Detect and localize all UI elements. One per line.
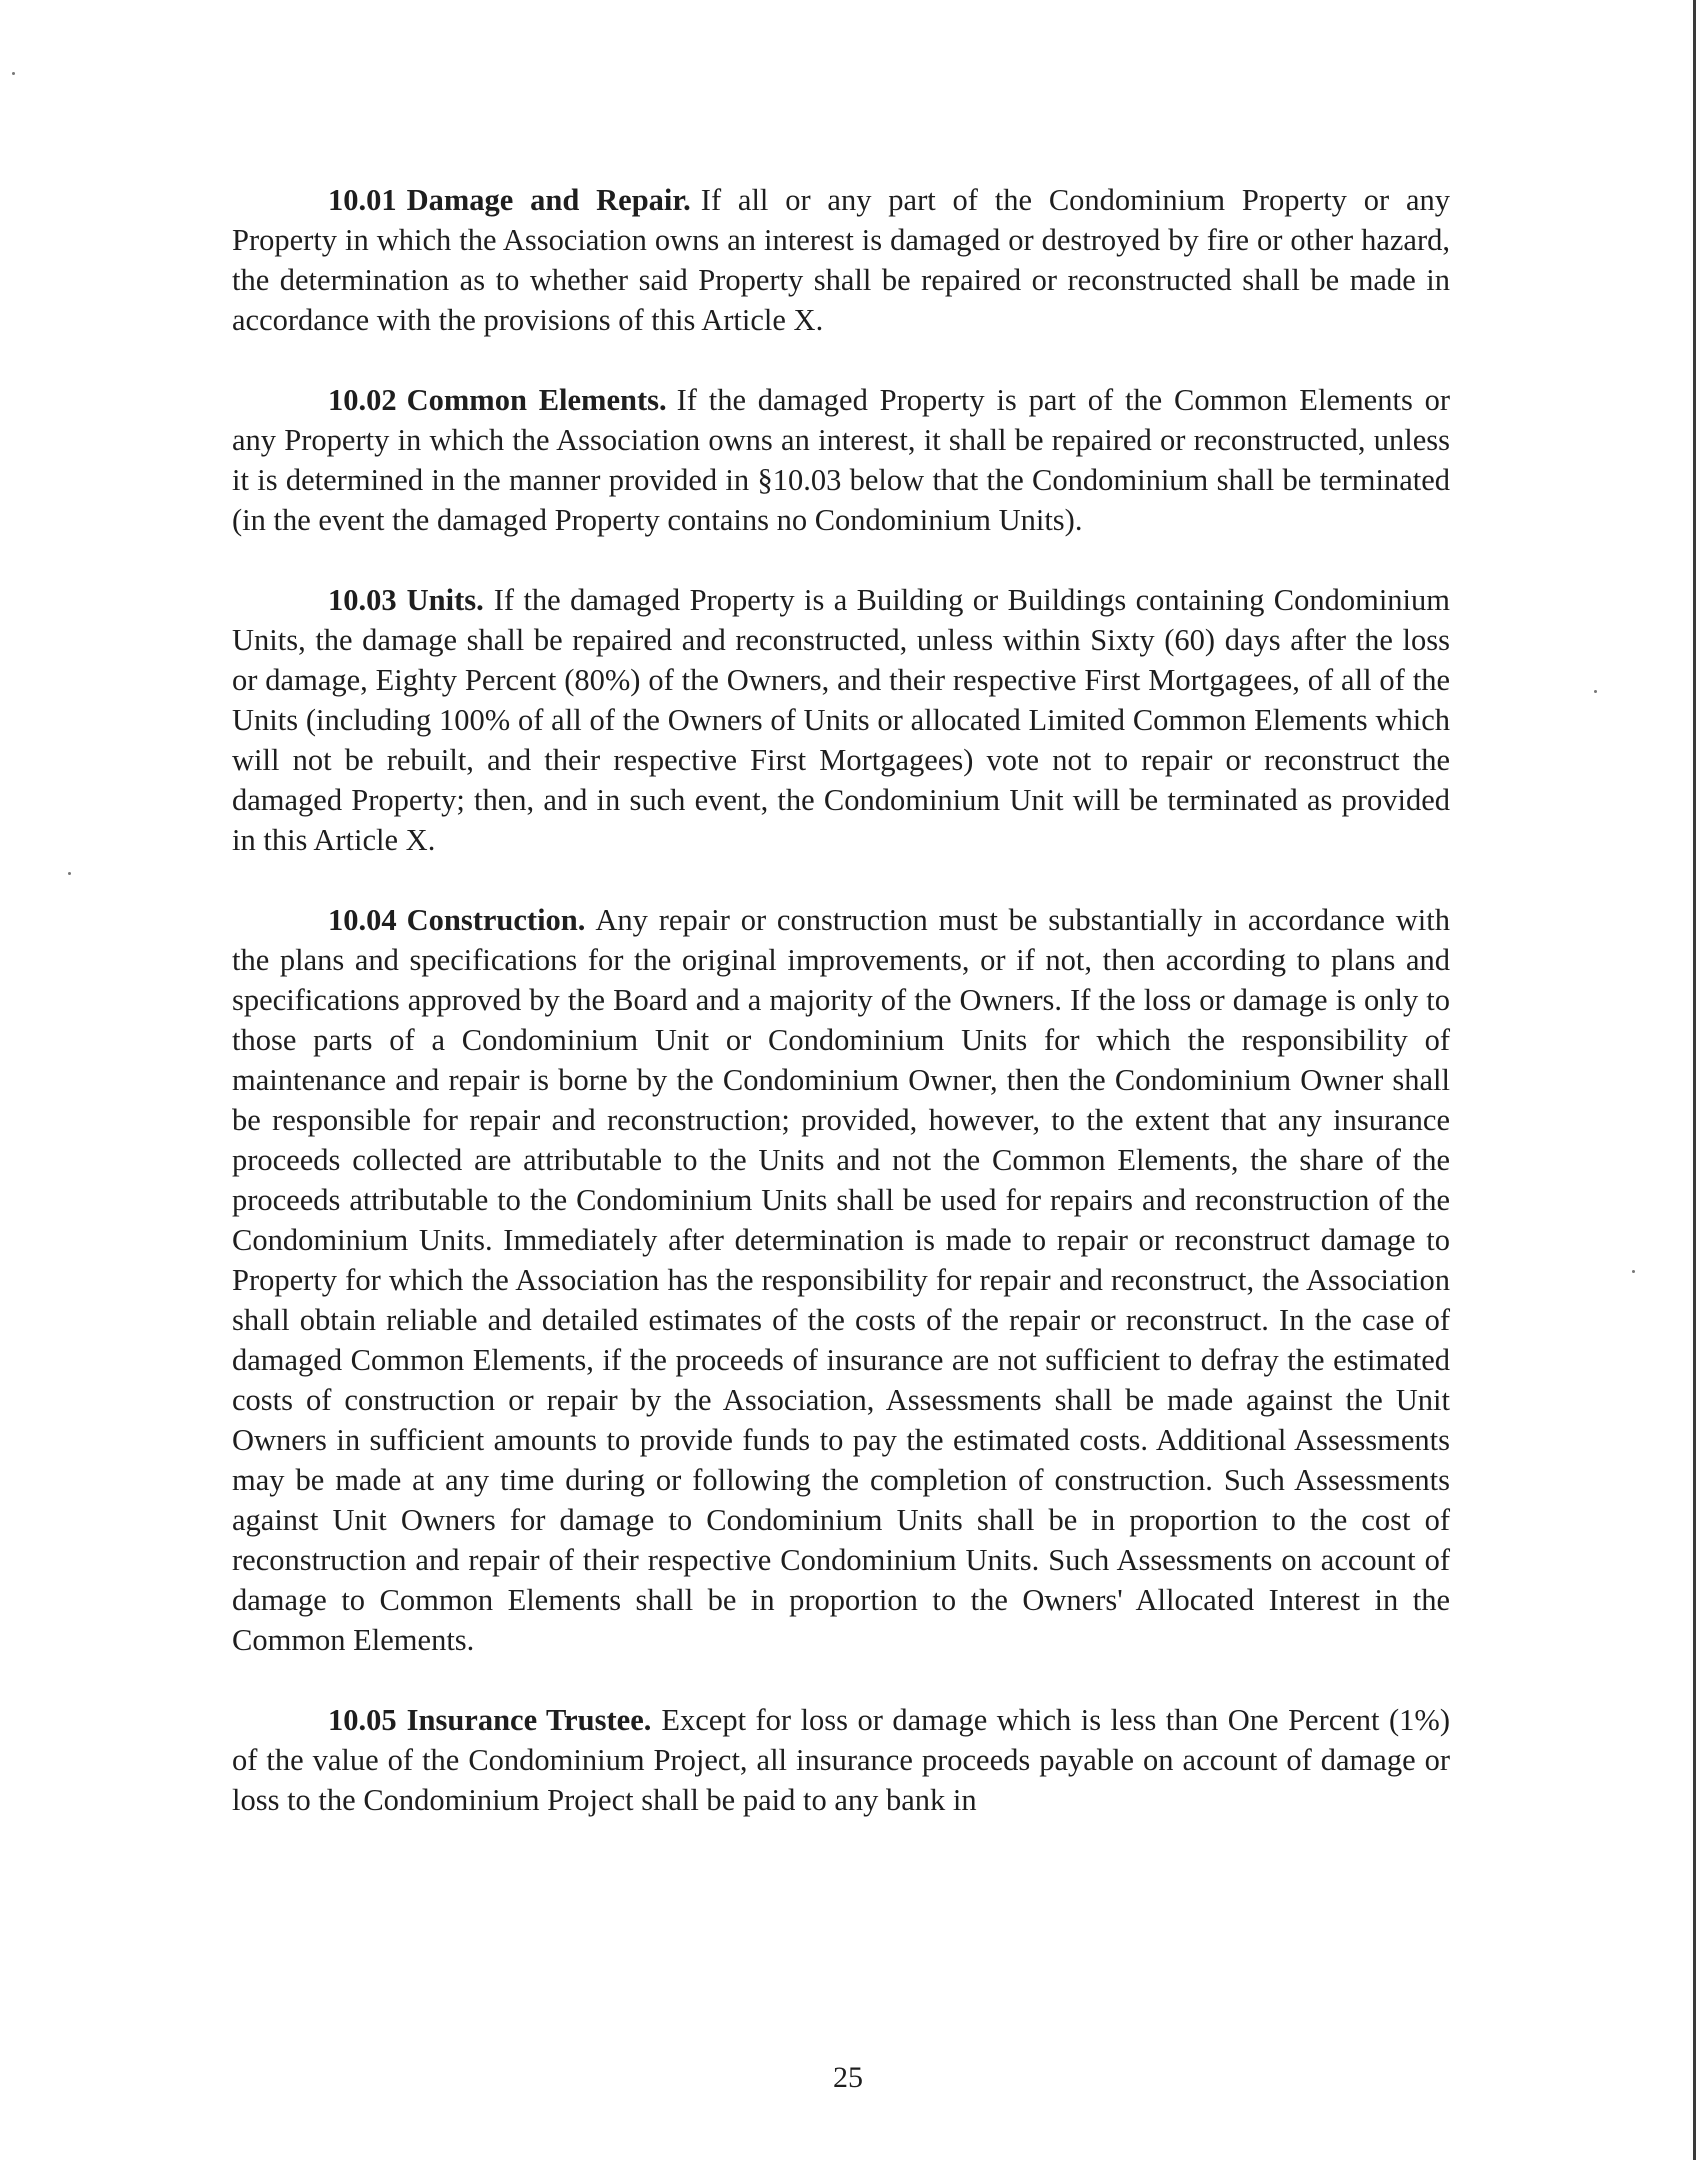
section-title: Damage and Repair.: [406, 183, 691, 217]
section-10-05: [232, 1700, 1450, 1820]
section-number: 10.02: [328, 383, 397, 417]
section-text: If the damaged Property is a Building or Buildings containing Condominium Units, the damage shall be repaired and reconstructed, unless within Sixty (60) days after the loss or damage, Eighty Percent (80%) of the Owners, and their respective First Mortgagees, of all of the Units (including 100% of all of the Owners of Units or allocated Limited Common Elements which will not be rebuilt, and their respective First Mortgagees) vote not to repair or reconstruct the damaged Property; then, and in such event, the Condominium Unit will be terminated as provided in this Article X.: [232, 583, 1450, 857]
section-number: 10.01: [328, 183, 397, 217]
section-10-02: [232, 380, 1450, 540]
section-10-04: [232, 900, 1450, 1660]
scan-speck: [1594, 690, 1597, 693]
section-number: 10.03: [328, 583, 397, 617]
section-10-01: [232, 180, 1450, 340]
section-text: Except for loss or damage which is less than One Percent (1%) of the value of the Condominium Project, all insurance proceeds payable on account of damage or loss to the Condominium Project shall be paid to any bank in: [232, 1703, 1450, 1817]
section-title: Insurance Trustee.: [406, 1703, 652, 1737]
scan-speck: [12, 72, 15, 75]
scan-speck: [1632, 1270, 1635, 1273]
document-body: [232, 180, 1450, 1860]
section-text: If the damaged Property is part of the Common Elements or any Property in which the Association owns an interest, it shall be repaired or reconstructed, unless it is determined in the manner provided in §10.03 below that the Condominium shall be terminated (in the event the damaged Property contains no Condominium Units).: [232, 383, 1450, 537]
section-text: If all or any part of the Condominium Property or any Property in which the Association owns an interest is damaged or destroyed by fire or other hazard, the determination as to whether said Property shall be repaired or reconstructed shall be made in accordance with the provisions of this Article X.: [232, 183, 1450, 337]
section-number: 10.04: [328, 903, 397, 937]
section-title: Common Elements.: [406, 383, 667, 417]
section-10-03: [232, 580, 1450, 860]
section-title: Construction.: [406, 903, 586, 937]
page-number: 25: [833, 2061, 863, 2094]
scan-speck: [68, 872, 71, 875]
section-text: Any repair or construction must be substantially in accordance with the plans and specifications for the original improvements, or if not, then according to plans and specifications approved by the Board and a majority of the Owners. If the loss or damage is only to those parts of a Condominium Unit or Condominium Units for which the responsibility of maintenance and repair is borne by the Condominium Owner, then the Condominium Owner shall be responsible for repair and reconstruction; provided, however, to the extent that any insurance proceeds collected are attributable to the Units and not the Common Elements, the share of the proceeds attributable to the Condominium Units shall be used for repairs and reconstruction of the Condominium Units. Immediately after determination is made to repair or reconstruct damage to Property for which the Association has the responsibility for repair and reconstruct, the Association shall obtain reliable and detailed estimates of the costs of the repair or reconstruct. In the case of damaged Common Elements, if the proceeds of insurance are not sufficient to defray the estimated costs of construction or repair by the Association, Assessments shall be made against the Unit Owners in sufficient amounts to provide funds to pay the estimated costs. Additional Assessments may be made at any time during or following the completion of construction. Such Assessments against Unit Owners for damage to Condominium Units shall be in proportion to the cost of reconstruction and repair of their respective Condominium Units. Such Assessments on account of damage to Common Elements shall be in proportion to the Owners' Allocated Interest in the Common Elements.: [232, 903, 1450, 1657]
section-title: Units.: [406, 583, 484, 617]
section-number: 10.05: [328, 1703, 397, 1737]
